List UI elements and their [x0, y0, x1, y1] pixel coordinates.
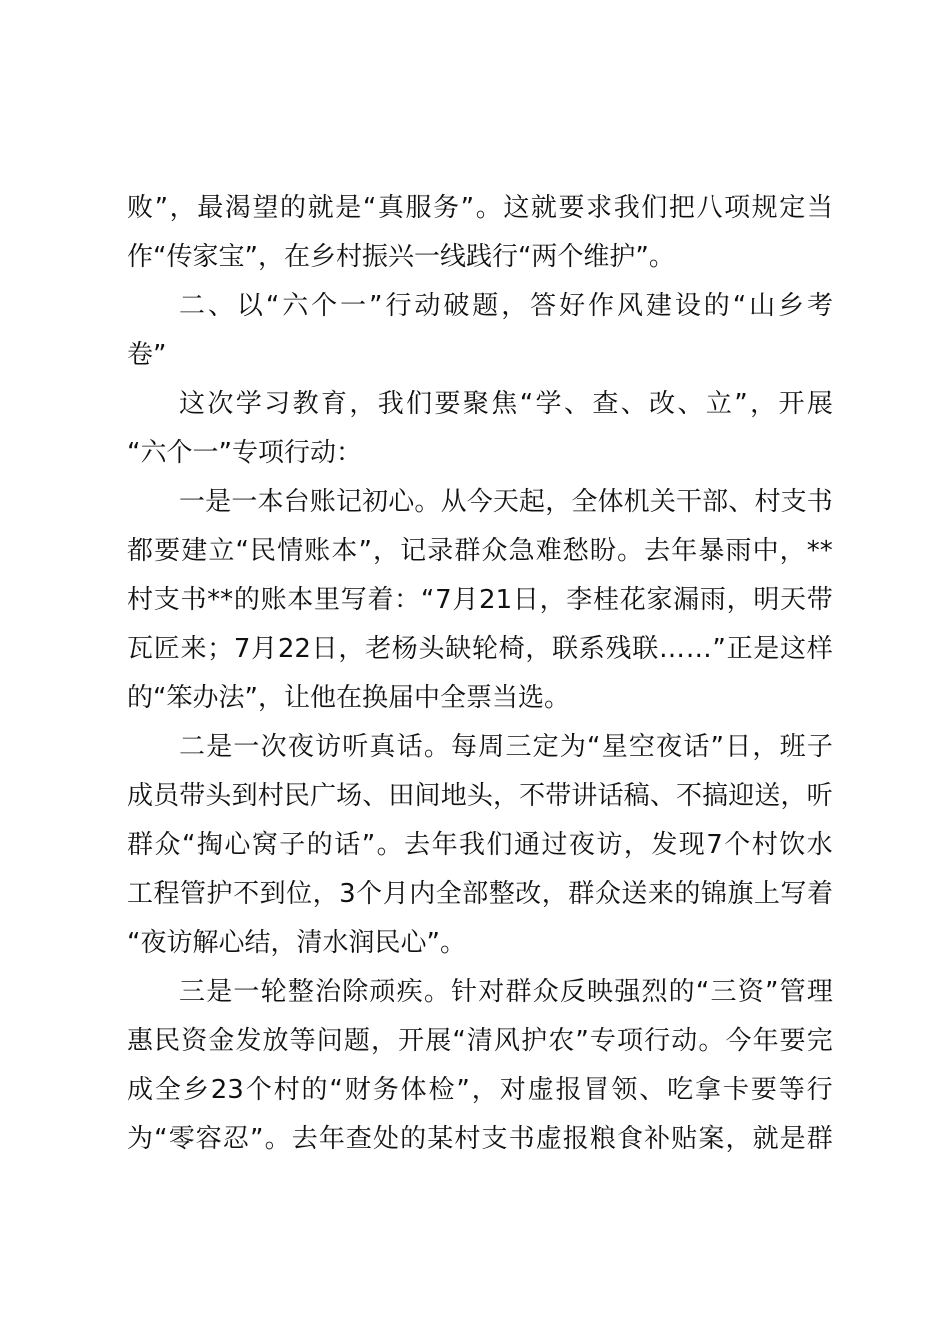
- paragraph-first-line: 三 是 一 轮 整 治 除 顽 疾 。 针 对 群 众 反 映 强 烈 的 “ 三 资 ” 管 理: [179, 977, 833, 1007]
- text-line: 成 全 乡 23 个 村 的 “ 财 务 体 检 ” ， 对 虚 报 冒 领 、 吃 拿 卡 要 等 行: [127, 1075, 833, 1105]
- paragraph-first-line: 二 、 以 “ 六 个 一 ” 行 动 破 题 ， 答 好 作 风 建 设 的 “ 山 乡 考: [179, 291, 833, 321]
- text-line: 为 “ 零 容 忍 ” 。 去 年 查 处 的 某 村 支 书 虚 报 粮 食 补 贴 案 ， 就 是 群: [127, 1124, 833, 1154]
- document-body: [127, 184, 833, 1164]
- text-line: “夜访解心结，清水润民心”。: [127, 928, 466, 958]
- text-line: 瓦 匠 来 ； 7 月 22 日 ， 老 杨 头 缺 轮 椅 ， 联 系 残 联 … … ” 正 是 这 样: [127, 634, 833, 664]
- text-line: 都 要 建 立 “ 民 情 账 本 ” ， 记 录 群 众 急 难 愁 盼 。 去 年 暴 雨 中 ， **: [127, 536, 833, 566]
- text-line: 成 员 带 头 到 村 民 广 场 、 田 间 地 头 ， 不 带 讲 话 稿 、 不 搞 迎 送 ， 听: [127, 781, 833, 811]
- text-line: 作“传家宝”，在乡村振兴一线践行“两个维护”。: [127, 242, 675, 272]
- text-line: 的“笨办法”，让他在换届中全票当选。: [127, 683, 570, 713]
- text-line: 工 程 管 护 不 到 位 ， 3 个 月 内 全 部 整 改 ， 群 众 送 来 的 锦 旗 上 写 着: [127, 879, 833, 909]
- text-line: 卷”: [127, 340, 167, 370]
- text-line: 败 ” ， 最 渴 望 的 就 是 “ 真 服 务 ” 。 这 就 要 求 我 们 把 八 项 规 定 当: [127, 193, 833, 223]
- paragraph-first-line: 这 次 学 习 教 育 ， 我 们 要 聚 焦 “ 学 、 查 、 改 、 立 ” ， 开 展: [179, 389, 833, 419]
- text-line: 群 众 “ 掏 心 窝 子 的 话 ” 。 去 年 我 们 通 过 夜 访 ， 发 现 7 个 村 饮 水: [127, 830, 833, 860]
- paragraph-first-line: 二 是 一 次 夜 访 听 真 话 。 每 周 三 定 为 “ 星 空 夜 话 ” 日 ， 班 子: [179, 732, 833, 762]
- text-line: 村 支 书 ** 的 账 本 里 写 着 ： “ 7 月 21 日 ， 李 桂 花 家 漏 雨 ， 明 天 带: [127, 585, 833, 615]
- text-line: “六个一”专项行动：: [127, 438, 362, 468]
- text-line: 惠 民 资 金 发 放 等 问 题 ， 开 展 “ 清 风 护 农 ” 专 项 行 动 。 今 年 要 完: [127, 1026, 833, 1056]
- paragraph-first-line: 一 是 一 本 台 账 记 初 心 。 从 今 天 起 ， 全 体 机 关 干 部 、 村 支 书: [179, 487, 833, 517]
